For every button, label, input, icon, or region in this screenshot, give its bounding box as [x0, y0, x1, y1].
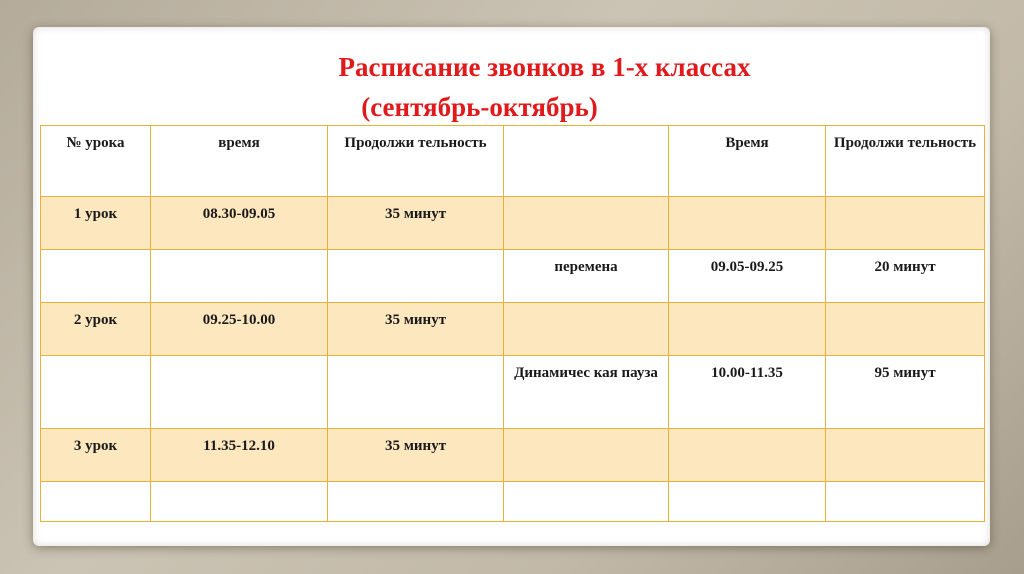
header-cell: время: [151, 126, 328, 197]
table-cell: [826, 429, 985, 482]
header-cell: Время: [669, 126, 826, 197]
table-cell: [151, 356, 328, 429]
table-cell: [151, 250, 328, 303]
table-cell: перемена: [504, 250, 669, 303]
table-cell: [669, 429, 826, 482]
table-cell: [826, 482, 985, 522]
header-cell: № урока: [41, 126, 151, 197]
table-row: [41, 356, 985, 429]
slide: [33, 27, 990, 546]
table-cell: 20 минут: [826, 250, 985, 303]
table-cell: 09.25-10.00: [151, 303, 328, 356]
table-cell: 35 минут: [328, 429, 504, 482]
table-cell: 35 минут: [328, 303, 504, 356]
table-cell: [669, 303, 826, 356]
table-row: [41, 303, 985, 356]
table-cell: [826, 303, 985, 356]
table-cell: 35 минут: [328, 197, 504, 250]
table-cell: 95 минут: [826, 356, 985, 429]
header-cell: [504, 126, 669, 197]
table-cell: [669, 482, 826, 522]
table-cell: [151, 482, 328, 522]
slide-title: Расписание звонков в 1-х классах: [338, 52, 751, 82]
header-cell: Продолжи тельность: [826, 126, 985, 197]
table-cell: [669, 197, 826, 250]
table-cell: 11.35-12.10: [151, 429, 328, 482]
schedule-table: [40, 125, 985, 522]
table-cell: [328, 250, 504, 303]
table-cell: [504, 197, 669, 250]
table-cell: 1 урок: [41, 197, 151, 250]
table-cell: [41, 482, 151, 522]
table-cell: [504, 303, 669, 356]
table-cell: [328, 356, 504, 429]
table-cell: 10.00-11.35: [669, 356, 826, 429]
table-row: [41, 250, 985, 303]
table-row: [41, 197, 985, 250]
table-cell: 09.05-09.25: [669, 250, 826, 303]
slide-subtitle: (сентябрь-октябрь): [361, 92, 598, 122]
table-cell: 08.30-09.05: [151, 197, 328, 250]
table-cell: [328, 482, 504, 522]
table-cell: 3 урок: [41, 429, 151, 482]
header-cell: Продолжи тельность: [328, 126, 504, 197]
table-header-row: [41, 126, 985, 197]
table-row: [41, 482, 985, 522]
table-cell: [41, 250, 151, 303]
table-cell: 2 урок: [41, 303, 151, 356]
table-cell: Динамичес кая пауза: [504, 356, 669, 429]
table-cell: [504, 429, 669, 482]
table-cell: [504, 482, 669, 522]
table-cell: [41, 356, 151, 429]
table-cell: [826, 197, 985, 250]
table-row: [41, 429, 985, 482]
